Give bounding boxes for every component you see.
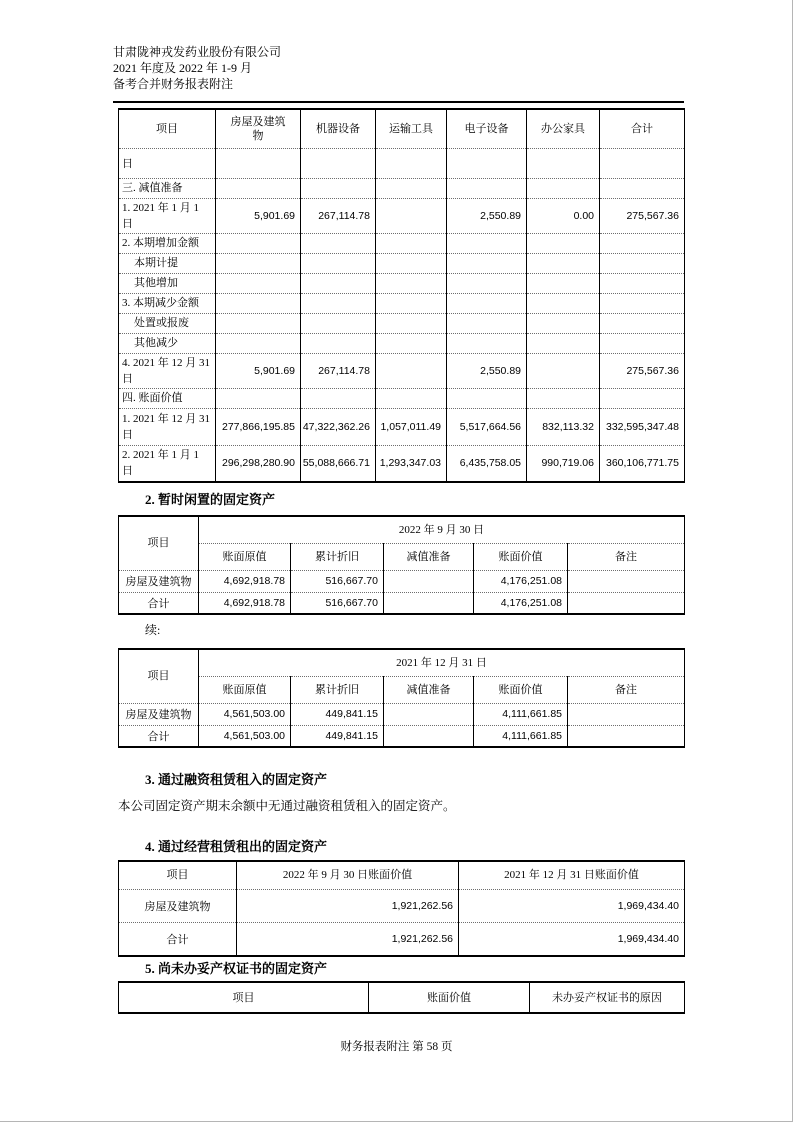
table-header-row	[119, 861, 685, 889]
table-cell: 1,921,262.56	[237, 922, 459, 956]
table-header-row	[119, 543, 685, 570]
table-cell	[301, 253, 376, 273]
table-cell	[447, 233, 527, 253]
table-cell: 516,667.70	[291, 592, 384, 614]
table-cell: 1,969,434.40	[459, 922, 685, 956]
table-cell	[527, 313, 600, 333]
row-label: 房屋及建筑物	[119, 570, 199, 592]
table-cell	[301, 333, 376, 353]
table-row	[119, 293, 685, 313]
table-cell: 267,114.78	[301, 353, 376, 388]
table-row	[119, 198, 685, 233]
table-cell	[527, 253, 600, 273]
row-label: 三. 减值准备	[119, 178, 216, 198]
table-cell: 4,176,251.08	[474, 592, 568, 614]
table-cell	[216, 273, 301, 293]
table-row	[119, 148, 685, 178]
column-header: 项目	[119, 109, 216, 148]
table-cell	[376, 353, 447, 388]
column-header: 账面价值	[474, 543, 568, 570]
table-cell	[216, 313, 301, 333]
finance-lease-paragraph: 本公司固定资产期末余额中无通过融资租赁租入的固定资产。	[118, 799, 456, 813]
table-row	[119, 703, 685, 725]
table-header-row	[119, 982, 685, 1013]
section-heading-operating-lease: 4. 通过经营租赁租出的固定资产	[145, 839, 328, 854]
column-header: 账面价值	[474, 676, 568, 703]
table-cell	[384, 703, 474, 725]
report-title: 备考合并财务报表附注	[113, 77, 234, 91]
table-cell	[216, 148, 301, 178]
table-cell	[447, 148, 527, 178]
table-cell: 1,969,434.40	[459, 889, 685, 922]
row-label: 房屋及建筑物	[119, 889, 237, 922]
table-header-row	[119, 676, 685, 703]
table-cell	[447, 293, 527, 313]
table-header-row	[119, 109, 685, 148]
table-cell	[384, 570, 474, 592]
idle-assets-table-2021	[118, 648, 685, 748]
row-label: 处置或报废	[119, 313, 216, 333]
table-row	[119, 333, 685, 353]
table-cell	[376, 178, 447, 198]
row-label: 房屋及建筑物	[119, 703, 199, 725]
table-cell	[301, 313, 376, 333]
table-cell	[600, 233, 685, 253]
table-row	[119, 889, 685, 922]
table-cell	[600, 333, 685, 353]
table-cell	[384, 592, 474, 614]
section-heading-idle-assets: 2. 暂时闲置的固定资产	[145, 492, 276, 507]
table-cell	[600, 148, 685, 178]
column-header: 累计折旧	[291, 676, 384, 703]
column-header: 账面原值	[199, 543, 291, 570]
table-cell: 275,567.36	[600, 198, 685, 233]
table-cell	[600, 178, 685, 198]
table-cell: 2,550.89	[447, 353, 527, 388]
table-cell	[527, 293, 600, 313]
company-name: 甘肃陇神戎发药业股份有限公司	[113, 45, 282, 59]
table-cell	[376, 253, 447, 273]
report-period: 2021 年度及 2022 年 1-9 月	[113, 61, 252, 75]
table-cell	[376, 388, 447, 408]
column-header: 电子设备	[447, 109, 527, 148]
table-cell	[376, 293, 447, 313]
column-header: 房屋及建筑 物	[216, 109, 301, 148]
continued-label: 续:	[145, 623, 161, 637]
no-certificate-table	[118, 981, 685, 1014]
row-label: 2. 2021 年 1 月 1 日	[119, 445, 216, 482]
header-rule	[113, 101, 684, 103]
row-label: 其他减少	[119, 333, 216, 353]
table-cell	[447, 273, 527, 293]
row-label: 2. 本期增加金额	[119, 233, 216, 253]
column-header: 办公家具	[527, 109, 600, 148]
table-cell: 4,692,918.78	[199, 592, 291, 614]
table-header-row	[119, 649, 685, 676]
table-cell	[301, 148, 376, 178]
table-cell: 449,841.15	[291, 703, 384, 725]
table-cell: 1,921,262.56	[237, 889, 459, 922]
table-cell	[376, 198, 447, 233]
table-cell: 516,667.70	[291, 570, 384, 592]
table-cell	[527, 388, 600, 408]
table-cell: 296,298,280.90	[216, 445, 301, 482]
table-cell	[527, 333, 600, 353]
table-cell	[600, 273, 685, 293]
table-cell	[301, 293, 376, 313]
table-cell: 4,561,503.00	[199, 725, 291, 747]
table-cell	[527, 148, 600, 178]
fixed-assets-table	[118, 108, 685, 483]
column-header: 项目	[119, 649, 199, 703]
column-header: 账面价值	[369, 982, 530, 1013]
table-cell: 47,322,362.26	[301, 408, 376, 445]
table-cell: 4,692,918.78	[199, 570, 291, 592]
table-row	[119, 233, 685, 253]
table-cell	[447, 253, 527, 273]
table-cell: 5,901.69	[216, 353, 301, 388]
table-cell	[216, 333, 301, 353]
date-header: 2022 年 9 月 30 日	[199, 516, 685, 543]
table-cell	[301, 388, 376, 408]
table-cell: 4,561,503.00	[199, 703, 291, 725]
table-cell	[216, 233, 301, 253]
table-cell: 832,113.32	[527, 408, 600, 445]
table-cell: 55,088,666.71	[301, 445, 376, 482]
column-header: 备注	[568, 676, 685, 703]
table-cell	[216, 253, 301, 273]
table-row	[119, 388, 685, 408]
table-cell	[376, 333, 447, 353]
idle-assets-table-2022	[118, 515, 685, 615]
table-row	[119, 253, 685, 273]
row-label: 合计	[119, 922, 237, 956]
table-cell: 267,114.78	[301, 198, 376, 233]
table-cell: 1,293,347.03	[376, 445, 447, 482]
table-cell	[568, 703, 685, 725]
section-heading-finance-lease: 3. 通过融资租赁租入的固定资产	[145, 772, 328, 787]
table-row	[119, 273, 685, 293]
date-header: 2021 年 12 月 31 日	[199, 649, 685, 676]
table-row	[119, 570, 685, 592]
column-header: 机器设备	[301, 109, 376, 148]
row-label: 合计	[119, 592, 199, 614]
table-cell	[376, 233, 447, 253]
page-header	[113, 44, 281, 92]
table-cell	[376, 148, 447, 178]
table-cell: 275,567.36	[600, 353, 685, 388]
table-cell	[527, 273, 600, 293]
column-header: 项目	[119, 982, 369, 1013]
column-header: 备注	[568, 543, 685, 570]
table-cell	[568, 592, 685, 614]
page-footer: 财务报表附注 第 58 页	[340, 1041, 453, 1053]
table-cell	[384, 725, 474, 747]
table-cell	[301, 178, 376, 198]
table-cell: 4,111,661.85	[474, 725, 568, 747]
table-cell	[600, 253, 685, 273]
column-header: 减值准备	[384, 543, 474, 570]
row-label: 四. 账面价值	[119, 388, 216, 408]
table-cell	[600, 293, 685, 313]
column-header: 未办妥产权证书的原因	[530, 982, 685, 1013]
table-cell	[447, 333, 527, 353]
table-cell: 6,435,758.05	[447, 445, 527, 482]
column-header: 账面原值	[199, 676, 291, 703]
table-row	[119, 725, 685, 747]
table-cell: 360,106,771.75	[600, 445, 685, 482]
table-row	[119, 922, 685, 956]
row-label: 1. 2021 年 1 月 1 日	[119, 198, 216, 233]
row-label: 合计	[119, 725, 199, 747]
row-label: 本期计提	[119, 253, 216, 273]
table-cell: 332,595,347.48	[600, 408, 685, 445]
table-cell	[301, 233, 376, 253]
table-cell: 449,841.15	[291, 725, 384, 747]
column-header: 累计折旧	[291, 543, 384, 570]
table-cell	[216, 293, 301, 313]
table-cell	[447, 178, 527, 198]
column-header: 项目	[119, 516, 199, 570]
column-header: 运输工具	[376, 109, 447, 148]
table-cell: 277,866,195.85	[216, 408, 301, 445]
table-header-row	[119, 516, 685, 543]
table-cell	[568, 570, 685, 592]
column-header: 项目	[119, 861, 237, 889]
row-label: 3. 本期减少金额	[119, 293, 216, 313]
table-cell	[600, 388, 685, 408]
table-cell: 5,517,664.56	[447, 408, 527, 445]
row-label: 其他增加	[119, 273, 216, 293]
table-cell	[447, 388, 527, 408]
table-cell: 5,901.69	[216, 198, 301, 233]
table-row	[119, 408, 685, 445]
table-cell	[527, 353, 600, 388]
table-cell	[527, 233, 600, 253]
table-cell: 1,057,011.49	[376, 408, 447, 445]
table-cell	[600, 313, 685, 333]
table-cell	[568, 725, 685, 747]
table-cell: 2,550.89	[447, 198, 527, 233]
table-cell: 4,111,661.85	[474, 703, 568, 725]
table-row	[119, 592, 685, 614]
section-heading-no-certificate: 5. 尚未办妥产权证书的固定资产	[145, 961, 328, 976]
table-cell	[376, 273, 447, 293]
column-header: 合计	[600, 109, 685, 148]
table-row	[119, 178, 685, 198]
row-label: 日	[119, 148, 216, 178]
table-cell	[447, 313, 527, 333]
table-cell	[216, 388, 301, 408]
table-cell	[216, 178, 301, 198]
row-label: 4. 2021 年 12 月 31 日	[119, 353, 216, 388]
table-row	[119, 353, 685, 388]
table-cell: 0.00	[527, 198, 600, 233]
operating-lease-table	[118, 860, 685, 957]
column-header: 减值准备	[384, 676, 474, 703]
table-cell	[527, 178, 600, 198]
column-header: 2022 年 9 月 30 日账面价值	[237, 861, 459, 889]
column-header: 2021 年 12 月 31 日账面价值	[459, 861, 685, 889]
table-row	[119, 445, 685, 482]
row-label: 1. 2021 年 12 月 31 日	[119, 408, 216, 445]
table-cell: 4,176,251.08	[474, 570, 568, 592]
table-cell	[376, 313, 447, 333]
table-cell: 990,719.06	[527, 445, 600, 482]
table-cell	[301, 273, 376, 293]
table-row	[119, 313, 685, 333]
